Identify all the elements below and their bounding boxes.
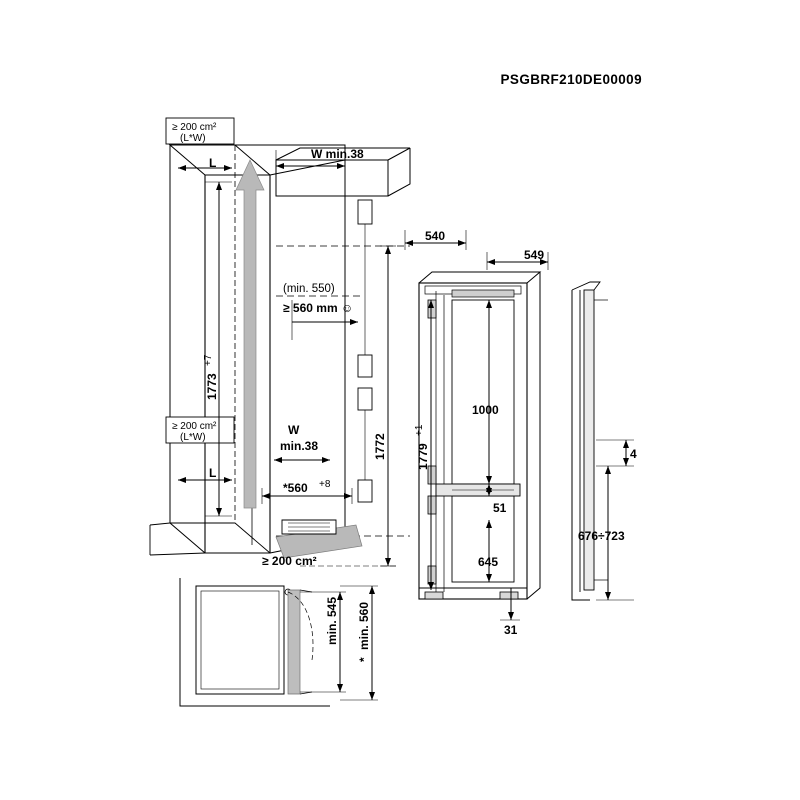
- label-1000: 1000: [472, 403, 499, 417]
- document-code: PSGBRF210DE00009: [500, 72, 642, 87]
- label-niche-width-tol: +8: [319, 479, 331, 490]
- label-vent-bottom-sub: (L*W): [180, 432, 206, 443]
- label-1772: 1772: [373, 433, 387, 460]
- dimension-labels: [172, 122, 637, 662]
- label-51: 51: [493, 501, 507, 515]
- label-min-560: min. 560: [357, 601, 371, 650]
- label-l-bottom: L: [209, 466, 217, 480]
- dim-min-545: [300, 592, 346, 692]
- label-540: 540: [425, 229, 446, 243]
- dim-4: [596, 440, 634, 466]
- label-w-side: W: [288, 423, 300, 437]
- door-panel-section-view: [572, 282, 608, 600]
- dim-1772: [380, 246, 396, 566]
- label-niche-depth-min: (min. 550): [283, 283, 335, 295]
- label-1779-tol: +1: [414, 424, 425, 436]
- appliance-elevation-view: [419, 272, 540, 599]
- label-vent-top: ≥ 200 cm²: [172, 122, 217, 133]
- label-31: 31: [504, 623, 518, 637]
- label-vent-bottom: ≥ 200 cm²: [172, 421, 217, 432]
- label-niche-height: 1773: [205, 373, 219, 400]
- label-niche-width: *560: [283, 481, 308, 495]
- label-w-min-38-top: W min.38: [311, 147, 364, 161]
- label-niche-height-tol: +7: [203, 354, 214, 366]
- door-swing-plan-view: [180, 578, 330, 706]
- label-vent-base: ≥ 200 cm²: [262, 554, 317, 568]
- label-min-545: min. 545: [325, 596, 339, 645]
- label-min-38-side: min.38: [280, 439, 319, 453]
- label-676-723: 676÷723: [578, 529, 625, 543]
- label-1779: 1779: [416, 443, 430, 470]
- label-645: 645: [478, 555, 499, 569]
- label-vent-top-sub: (L*W): [180, 133, 206, 144]
- label-min-560-star: *: [357, 657, 371, 662]
- label-4: 4: [630, 447, 637, 461]
- label-549: 549: [524, 248, 545, 262]
- label-niche-depth: ≥ 560 mm ☺: [283, 301, 354, 315]
- label-l-top: L: [209, 156, 217, 170]
- vent-callouts: [166, 118, 234, 443]
